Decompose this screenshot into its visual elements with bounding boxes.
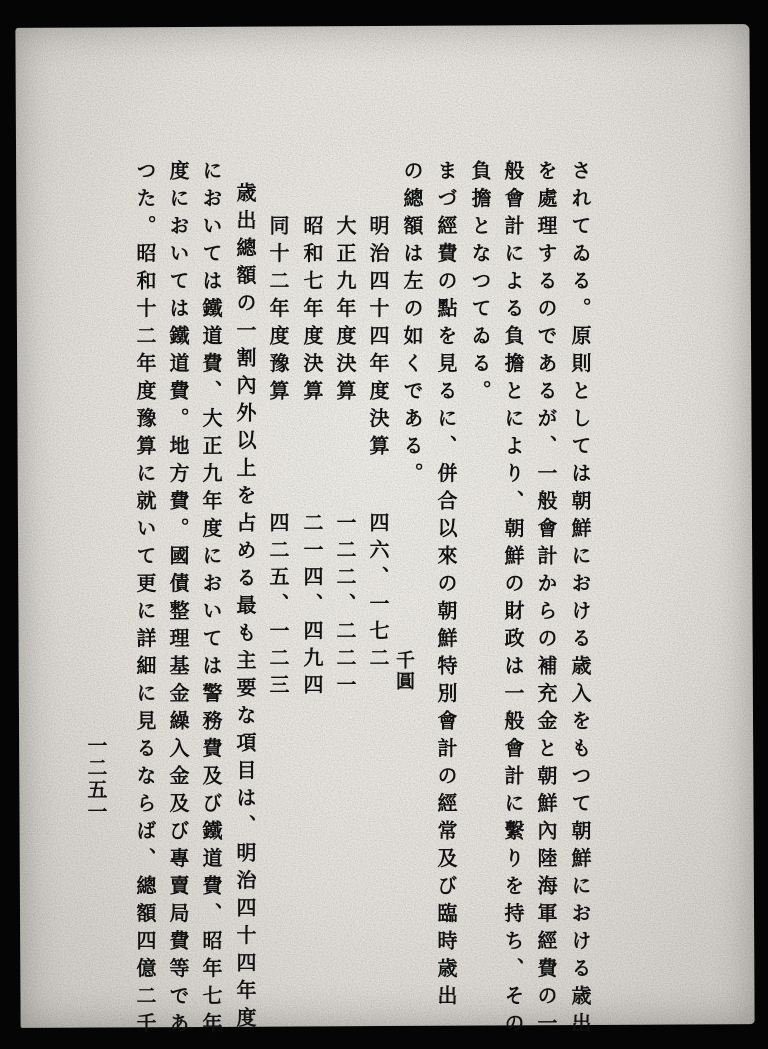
table-row-2-year: 大正九年度決算 xyxy=(333,215,357,408)
paragraph3-line1: 歳出總額の一割內外以上を占める最も主要な項目は、明治四十四年度 xyxy=(233,182,257,1035)
paragraph1-line1: されてゐる。原則としては朝鮮における歳入をもつて朝鮮における歳出 xyxy=(568,160,592,1040)
page-number: 一二五一 xyxy=(84,735,108,823)
table-row-3-amount: 二一四、四九四 xyxy=(300,512,324,701)
paragraph1-line3: 般會計による負擔とにより、朝鮮の財政は一般會計に繫りを持ち、その xyxy=(501,160,525,1040)
table-row-2-amount: 一二二、二二一 xyxy=(333,512,357,701)
table-row-4-year: 同十二年度豫算 xyxy=(266,215,290,408)
paragraph3-line4: つた。昭和十二年度豫算に就いて更に詳細に見るならば、總額四億二千 xyxy=(133,160,157,1040)
table-row-3-year: 昭和七年度決算 xyxy=(300,215,324,408)
paragraph2-line2: の總額は左の如くである。 xyxy=(400,160,424,490)
paragraph2-line1: まづ經費の點を見るに、併合以來の朝鮮特別會計の經常及び臨時歳出 xyxy=(434,160,458,1013)
table-unit-label: 千圓 xyxy=(393,650,415,692)
table-row-1-amount: 四六、一七二 xyxy=(366,512,390,674)
paragraph1-line4: 負擔となつてゐる。 xyxy=(468,160,492,408)
paragraph1-line2: を處理するのであるが、一般會計からの補充金と朝鮮內陸海軍經費の一 xyxy=(534,160,558,1040)
table-row-4-amount: 四二五、一二三 xyxy=(266,512,290,701)
paragraph3-line3: 度においては鐵道費。地方費。國債整理基金繰入金及び專賣局費等であ xyxy=(166,160,190,1040)
table-row-1-year: 明治四十四年度決算 xyxy=(366,215,390,463)
paragraph3-line2: においては鐵道費、大正九年度においては警務費及び鐵道費、昭年七年 xyxy=(199,160,223,1040)
